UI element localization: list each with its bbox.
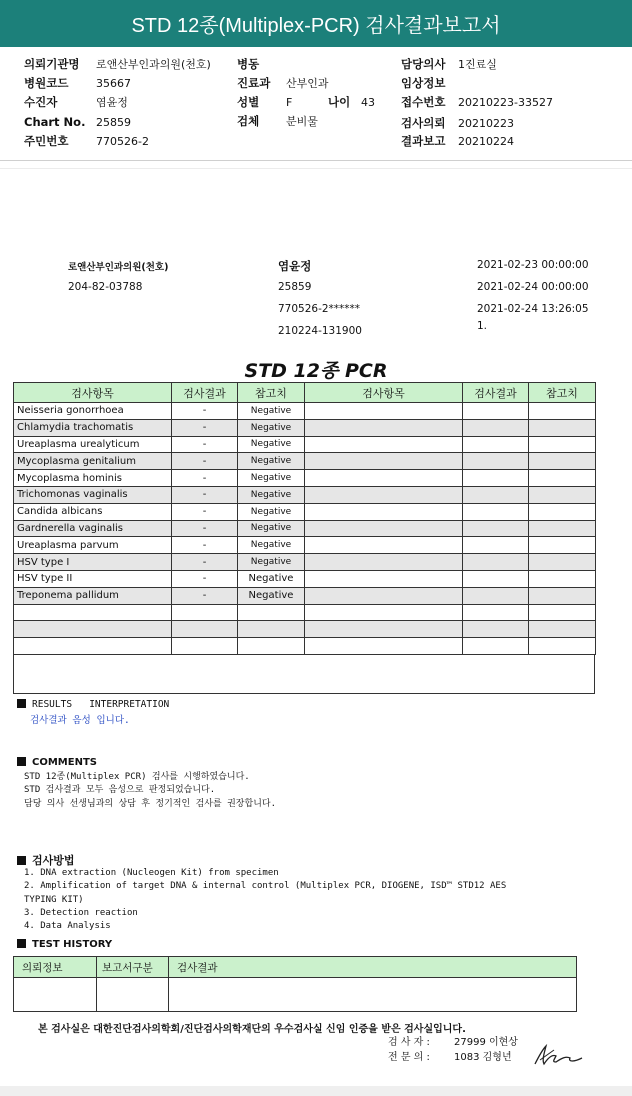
info-chart: 25859 [278, 281, 312, 293]
empty-cell [305, 436, 463, 453]
empty-cell [463, 436, 529, 453]
table-row [14, 436, 596, 453]
code-label: 병원코드 [24, 76, 69, 90]
tester-label: 검 사 자 : [388, 1037, 430, 1048]
table-row [14, 503, 596, 520]
col-header-item-2: 검사항목 [305, 383, 463, 403]
empty-cell [529, 520, 596, 537]
test-result: - [172, 503, 238, 520]
empty-cell [463, 403, 529, 420]
square-bullet-icon [17, 939, 26, 948]
certification-text: 본 검사실은 대한진단검사의학회/진단검사의학재단의 우수검사실 신임 인증을 받은 검사실입니다. [38, 1024, 466, 1035]
test-result: - [172, 470, 238, 487]
doctor-row [401, 56, 497, 72]
id-label: 주민번호 [24, 134, 69, 148]
empty-cell [305, 453, 463, 470]
test-result: - [172, 403, 238, 420]
test-result: - [172, 537, 238, 554]
dept-label: 진료과 [237, 76, 271, 90]
empty-cell [305, 486, 463, 503]
test-result: - [172, 587, 238, 604]
dept-value: 산부인과 [286, 77, 329, 90]
empty-cell [529, 570, 596, 587]
patient-label: 수진자 [24, 95, 58, 109]
receipt-label: 접수번호 [401, 95, 446, 109]
method-line-2: 2. Amplification of target DNA & internal control (Multiplex PCR, DIOGENE, ISD™ STD12 AES [24, 881, 507, 891]
results-table [13, 382, 596, 655]
info-page: 1. [477, 320, 488, 332]
empty-cell [463, 486, 529, 503]
test-reference: Negative [238, 453, 305, 470]
test-reference: Negative [238, 570, 305, 587]
empty-cell [463, 587, 529, 604]
table-row [14, 621, 596, 638]
test-result [172, 621, 238, 638]
test-item: Neisseria gonorrhoea [14, 403, 172, 420]
table-row [14, 486, 596, 503]
empty-cell [463, 503, 529, 520]
test-result: - [172, 570, 238, 587]
table-row [14, 604, 596, 621]
history-heading-text: TEST HISTORY [32, 939, 113, 950]
comments-heading-text: COMMENTS [32, 757, 97, 768]
results-table-header [14, 383, 596, 403]
table-row [14, 570, 596, 587]
info-clinic-no: 204-82-03788 [68, 281, 143, 293]
col-header-ref: 참고치 [238, 383, 305, 403]
test-item: Candida albicans [14, 503, 172, 520]
ward-row [237, 56, 286, 72]
empty-cell [97, 978, 169, 1012]
specialist-value: 1083 김형년 [454, 1052, 512, 1063]
empty-cell [463, 638, 529, 655]
info-clinic: 로앤산부인과의원(천호) [68, 262, 169, 273]
request-row [401, 115, 514, 131]
code-row [24, 75, 131, 91]
test-result: - [172, 453, 238, 470]
results-table-footer-box [13, 654, 595, 694]
empty-cell [463, 570, 529, 587]
empty-cell [463, 419, 529, 436]
report-row [401, 133, 514, 149]
age-value: 43 [361, 96, 375, 109]
test-reference: Negative [238, 486, 305, 503]
specialist-label: 전 문 의 : [388, 1052, 430, 1063]
test-reference: Negative [238, 537, 305, 554]
results-heading [17, 698, 169, 712]
empty-cell [529, 537, 596, 554]
method-line-5: 4. Data Analysis [24, 921, 111, 931]
table-row [14, 520, 596, 537]
doctor-label: 담당의사 [401, 57, 446, 71]
sex-value: F [286, 96, 293, 109]
test-result: - [172, 419, 238, 436]
specimen-row [237, 113, 318, 129]
empty-cell [305, 419, 463, 436]
request-value: 20210223 [458, 117, 514, 130]
square-bullet-icon [17, 856, 26, 865]
test-reference [238, 638, 305, 655]
empty-cell [305, 470, 463, 487]
id-row [24, 133, 149, 149]
sex-age-row [237, 94, 375, 110]
history-heading [17, 939, 112, 950]
code-value: 35667 [96, 77, 131, 90]
square-bullet-icon [17, 757, 26, 766]
test-item: Ureaplasma urealyticum [14, 436, 172, 453]
pcr-title: STD 12종 PCR [244, 360, 388, 382]
results-heading-text: RESULTS INTERPRETATION [32, 699, 170, 710]
empty-cell [14, 978, 97, 1012]
patient-row [24, 94, 128, 110]
age-label: 나이 [328, 95, 351, 109]
table-row [14, 537, 596, 554]
test-result [172, 638, 238, 655]
col-header-item: 검사항목 [14, 383, 172, 403]
empty-cell [529, 436, 596, 453]
col-header-result-2: 검사결과 [463, 383, 529, 403]
method-heading [17, 852, 75, 868]
empty-cell [529, 470, 596, 487]
info-name: 염윤정 [278, 259, 312, 273]
test-reference: Negative [238, 554, 305, 571]
test-item: Chlamydia trachomatis [14, 419, 172, 436]
empty-cell [305, 520, 463, 537]
empty-cell [529, 403, 596, 420]
test-item: Ureaplasma parvum [14, 537, 172, 554]
table-row [14, 403, 596, 420]
history-table [13, 956, 577, 1012]
receipt-row [401, 94, 553, 110]
col-header-result: 검사결과 [172, 383, 238, 403]
doctor-value: 1진료실 [458, 58, 497, 71]
receipt-value: 20210223-33527 [458, 96, 553, 109]
empty-cell [305, 554, 463, 571]
test-reference: Negative [238, 403, 305, 420]
chart-row [24, 115, 131, 129]
signature-icon [532, 1040, 588, 1070]
test-reference: Negative [238, 520, 305, 537]
info-date-3: 2021-02-24 13:26:05 [477, 303, 589, 315]
empty-cell [305, 604, 463, 621]
table-row [14, 554, 596, 571]
table-row [14, 453, 596, 470]
empty-cell [463, 621, 529, 638]
empty-cell [529, 638, 596, 655]
empty-cell [463, 453, 529, 470]
history-col-result: 검사결과 [169, 957, 577, 978]
comments-heading [17, 757, 97, 768]
specimen-value: 분비물 [286, 115, 318, 128]
info-rrn: 770526-2****** [278, 303, 361, 315]
empty-cell [529, 453, 596, 470]
table-row [14, 470, 596, 487]
empty-cell [463, 537, 529, 554]
test-reference: Negative [238, 419, 305, 436]
test-result: - [172, 554, 238, 571]
history-col-report-type: 보고서구분 [97, 957, 169, 978]
test-reference: Negative [238, 587, 305, 604]
report-title: STD 12종(Multiplex-PCR) 검사결과보고서 [0, 0, 632, 47]
test-reference [238, 604, 305, 621]
patient-value: 염윤정 [96, 96, 128, 109]
test-reference: Negative [238, 470, 305, 487]
empty-cell [463, 604, 529, 621]
test-reference: Negative [238, 503, 305, 520]
empty-cell [305, 587, 463, 604]
institution-row [24, 56, 211, 72]
history-table-header [14, 957, 577, 978]
table-row [14, 587, 596, 604]
test-item: HSV type I [14, 554, 172, 571]
history-col-request-info: 의뢰정보 [14, 957, 97, 978]
table-row [14, 419, 596, 436]
test-reference: Negative [238, 436, 305, 453]
col-header-ref-2: 참고치 [529, 383, 596, 403]
empty-cell [305, 503, 463, 520]
method-line-4: 3. Detection reaction [24, 908, 138, 918]
empty-cell [305, 537, 463, 554]
empty-cell [305, 403, 463, 420]
empty-cell [169, 978, 577, 1012]
method-heading-text: 검사방법 [32, 854, 75, 867]
test-result [172, 604, 238, 621]
header-divider [0, 160, 632, 161]
report-value: 20210224 [458, 135, 514, 148]
empty-cell [529, 419, 596, 436]
sex-label: 성별 [237, 95, 260, 109]
chart-label: Chart No. [24, 115, 86, 129]
method-line-3: TYPING KIT) [24, 895, 84, 905]
header-shadow [0, 168, 632, 169]
empty-cell [305, 638, 463, 655]
table-row [14, 638, 596, 655]
test-item: Mycoplasma hominis [14, 470, 172, 487]
test-item: Treponema pallidum [14, 587, 172, 604]
results-text: 검사결과 음성 입니다. [30, 715, 130, 726]
test-item: Trichomonas vaginalis [14, 486, 172, 503]
test-item [14, 621, 172, 638]
page-bottom-bar [0, 1086, 632, 1096]
method-line-1: 1. DNA extraction (Nucleogen Kit) from specimen [24, 868, 279, 878]
empty-cell [529, 503, 596, 520]
test-item: HSV type II [14, 570, 172, 587]
comments-line-2: STD 검사결과 모두 음성으로 판정되었습니다. [24, 785, 216, 795]
empty-cell [463, 520, 529, 537]
history-row [14, 978, 577, 1012]
test-item: Gardnerella vaginalis [14, 520, 172, 537]
test-item [14, 638, 172, 655]
dept-row [237, 75, 329, 91]
tester-value: 27999 이현상 [454, 1037, 518, 1048]
empty-cell [529, 604, 596, 621]
empty-cell [529, 486, 596, 503]
chart-value: 25859 [96, 116, 131, 129]
empty-cell [305, 621, 463, 638]
ward-label: 병동 [237, 57, 260, 71]
institution-value: 로앤산부인과의원(천호) [96, 58, 211, 71]
info-sample-no: 210224-131900 [278, 325, 362, 337]
info-date-1: 2021-02-23 00:00:00 [477, 259, 589, 271]
comments-line-1: STD 12종(Multiplex PCR) 검사를 시행하였습니다. [24, 772, 250, 782]
clinical-row [401, 75, 458, 91]
empty-cell [529, 587, 596, 604]
institution-label: 의뢰기관명 [24, 57, 80, 71]
test-result: - [172, 520, 238, 537]
test-result: - [172, 486, 238, 503]
test-result: - [172, 436, 238, 453]
empty-cell [529, 621, 596, 638]
clinical-label: 임상정보 [401, 76, 446, 90]
specimen-label: 검체 [237, 114, 260, 128]
empty-cell [305, 570, 463, 587]
report-label: 결과보고 [401, 134, 446, 148]
empty-cell [463, 470, 529, 487]
test-reference [238, 621, 305, 638]
request-label: 검사의뢰 [401, 116, 446, 130]
test-item [14, 604, 172, 621]
empty-cell [529, 554, 596, 571]
square-bullet-icon [17, 699, 26, 708]
test-item: Mycoplasma genitalium [14, 453, 172, 470]
empty-cell [463, 554, 529, 571]
id-value: 770526-2 [96, 135, 149, 148]
comments-line-3: 담당 의사 선생님과의 상담 후 정기적인 검사를 권장합니다. [24, 799, 277, 809]
info-date-2: 2021-02-24 00:00:00 [477, 281, 589, 293]
